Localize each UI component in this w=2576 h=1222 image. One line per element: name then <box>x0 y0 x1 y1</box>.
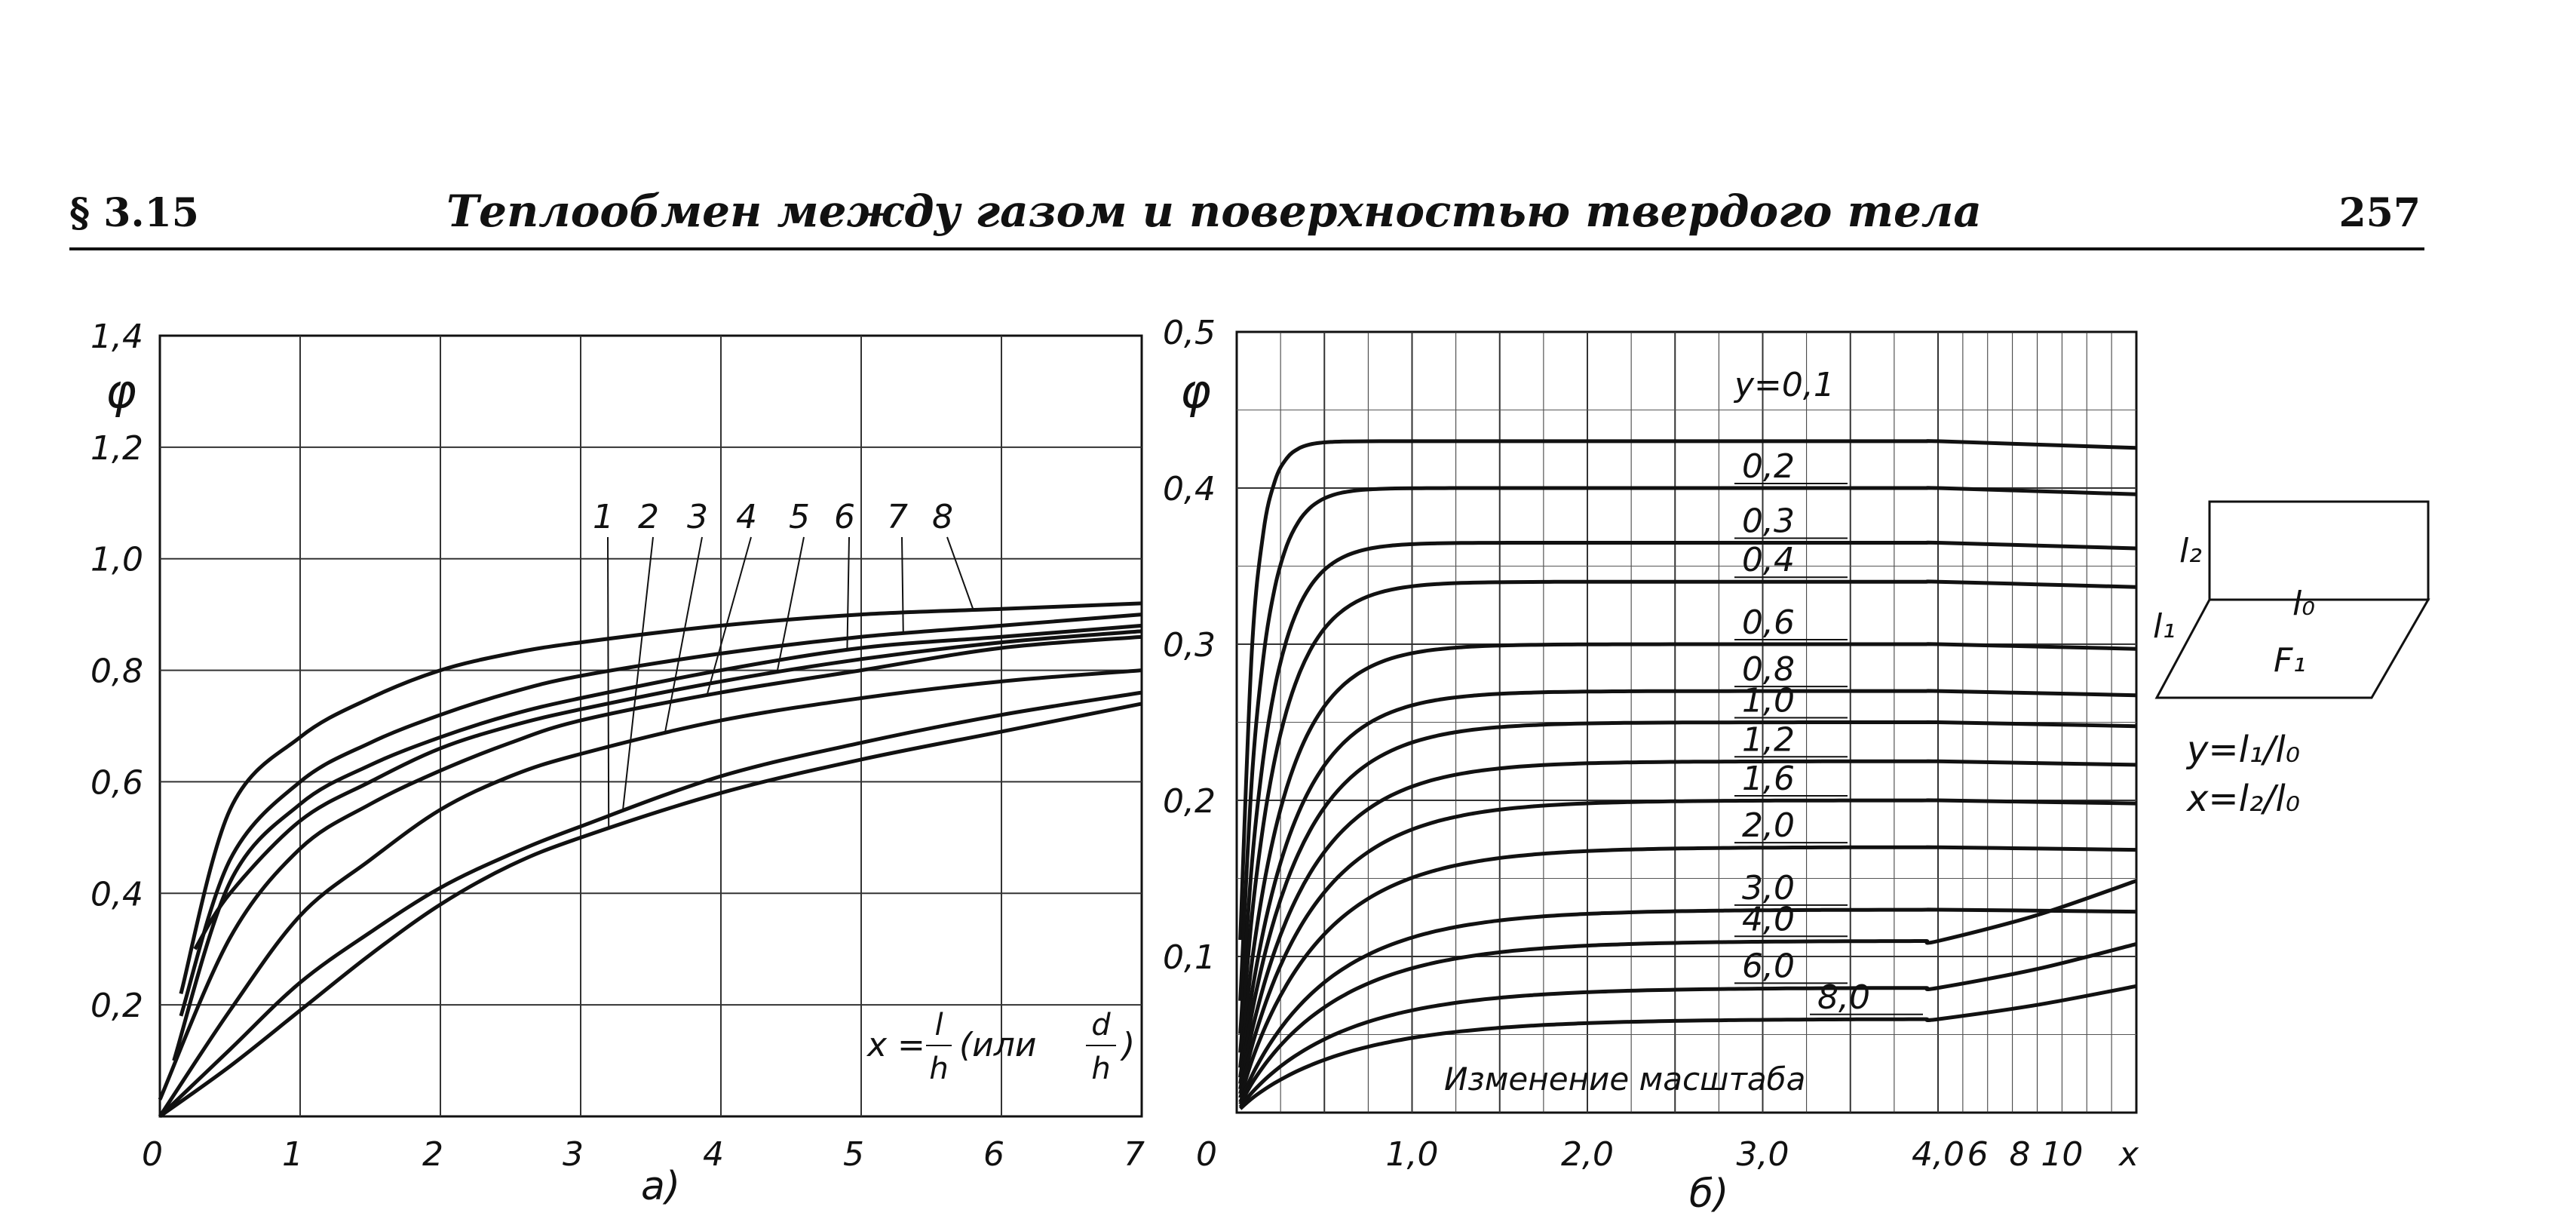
chart-a-leader-line <box>777 537 804 673</box>
chart-b-series-label: 4,0 <box>1742 900 1795 939</box>
chart-a-y-tick: 0,2 <box>90 987 143 1026</box>
chart-a-x-tick: 3 <box>563 1135 584 1174</box>
chart-b-scale-note: Изменение масштаба <box>1444 1061 1806 1098</box>
chart-b-origin: 0 <box>1196 1135 1217 1174</box>
chart-b-x-tick: 3,0 <box>1736 1135 1789 1174</box>
chart-a-formula-num1: l <box>934 1008 943 1042</box>
chart-b-series-label: 2,0 <box>1742 806 1795 846</box>
chart-a-leader-line <box>608 537 609 829</box>
inset-wall-l2 <box>2210 502 2428 600</box>
chart-a-x-tick: 4 <box>703 1135 724 1174</box>
chart-a-x-tick: 1 <box>282 1135 303 1174</box>
chart-a-formula-den1: h <box>929 1052 949 1086</box>
chart-b-series-label: y=0,1 <box>1734 365 1835 404</box>
inset-label-l0: l₀ <box>2292 585 2315 623</box>
chart-a-formula-num2: d <box>1091 1008 1111 1042</box>
chart-a-formula-den2: h <box>1091 1052 1111 1086</box>
chart-a-series-line <box>181 615 1142 1016</box>
chart-a-series-label: 7 <box>887 498 908 536</box>
chart-a-series-label: 4 <box>736 498 757 536</box>
chart-a-x-tick: 2 <box>422 1135 443 1174</box>
chart-a-y-tick: 0,8 <box>90 652 143 691</box>
chart-a-leader-line <box>623 537 653 812</box>
chart-b-x-tick: 2,0 <box>1561 1135 1614 1174</box>
section-number: § 3.15 <box>69 190 199 236</box>
inset-diagram <box>2153 502 2428 820</box>
chart-a-panel-label: а) <box>641 1164 681 1209</box>
chart-b-x-tick: 1,0 <box>1385 1135 1439 1174</box>
chart-b-series-label: 0,8 <box>1742 650 1795 689</box>
chart-a <box>90 318 1145 1209</box>
chart-b-series-label: 6,0 <box>1742 947 1795 986</box>
chart-a-series-label: 6 <box>834 498 855 536</box>
chart-b-series-label: 0,3 <box>1742 502 1795 541</box>
chart-b-y-tick: 0,4 <box>1163 470 1216 508</box>
chart-b-x-axis-label: x <box>2119 1135 2139 1174</box>
chart-a-series-label: 8 <box>932 498 953 536</box>
inset-label-l2: l₂ <box>2179 532 2202 570</box>
chart-a-formula-lhs: x = <box>867 1026 925 1064</box>
chart-a-leader-line <box>665 537 702 734</box>
chart-b-x-tick: 10 <box>2041 1135 2084 1174</box>
chart-b-x-tick: 4,0 <box>1912 1135 1964 1174</box>
inset-label-f1: F₁ <box>2274 641 2306 680</box>
chart-a-series-label: 3 <box>687 498 708 536</box>
chart-b-series-label: 0,4 <box>1742 541 1795 580</box>
chart-b-y-tick: 0,2 <box>1163 782 1216 821</box>
chart-b-series-line <box>1240 800 2136 1094</box>
page-title: Теплообмен между газом и поверхностью твердого тела <box>446 186 1982 237</box>
chart-a-x-tick: 5 <box>843 1135 864 1174</box>
chart-a-x-tick: 7 <box>1124 1135 1145 1174</box>
chart-a-ylabel: φ <box>106 364 136 419</box>
chart-a-y-tick: 1,4 <box>90 318 143 356</box>
chart-a-x-tick: 6 <box>983 1135 1004 1174</box>
chart-a-formula-mid: (или <box>959 1026 1037 1064</box>
chart-a-frame <box>160 336 1142 1116</box>
inset-formula-y: y=l₁/l₀ <box>2187 729 2300 771</box>
chart-b-series-line <box>1240 644 2136 1068</box>
chart-b-y-tick: 0,5 <box>1163 314 1216 352</box>
chart-b-series-label: 1,0 <box>1742 681 1795 720</box>
chart-b-series-label: 1,6 <box>1742 760 1795 798</box>
chart-b-ylabel: φ <box>1180 364 1211 419</box>
chart-b-panel-label: б) <box>1689 1171 1729 1217</box>
chart-a-series-label: 1 <box>593 498 614 536</box>
chart-b-series-label: 1,2 <box>1742 720 1795 760</box>
chart-a-y-tick: 0,6 <box>90 763 143 803</box>
chart-b-x-tick: 8 <box>2009 1135 2031 1174</box>
chart-b-y-tick: 0,1 <box>1163 938 1216 977</box>
page-number: 257 <box>2338 190 2421 236</box>
chart-b-series-label: 0,6 <box>1742 603 1795 642</box>
chart-b-series-line <box>1240 722 2136 1083</box>
chart-b-y-tick: 0,3 <box>1163 626 1216 665</box>
chart-a-series-label: 2 <box>638 498 659 536</box>
chart-a-y-tick: 1,2 <box>90 428 143 468</box>
chart-a-series-label: 5 <box>789 498 810 536</box>
inset-formula-x: x=l₂/l₀ <box>2187 778 2300 820</box>
chart-a-leader-line <box>902 537 903 634</box>
chart-b-series-label: 0,2 <box>1742 447 1795 486</box>
chart-a-formula-close: ) <box>1122 1026 1136 1064</box>
chart-a-leader-line <box>707 537 751 695</box>
chart-b-series-label: 8,0 <box>1817 978 1870 1017</box>
chart-a-x-tick: 0 <box>142 1135 163 1174</box>
chart-a-y-tick: 0,4 <box>90 875 143 914</box>
chart-a-leader-line <box>847 537 849 650</box>
chart-a-leader-line <box>947 537 974 610</box>
chart-b-x-tick: 6 <box>1967 1135 1989 1174</box>
chart-b-series-label: 3,0 <box>1742 868 1795 907</box>
chart-b-series-line <box>1240 542 2136 1033</box>
chart-b <box>1163 314 2139 1217</box>
inset-label-l1: l₁ <box>2153 607 2176 646</box>
chart-a-y-tick: 1,0 <box>90 540 143 579</box>
